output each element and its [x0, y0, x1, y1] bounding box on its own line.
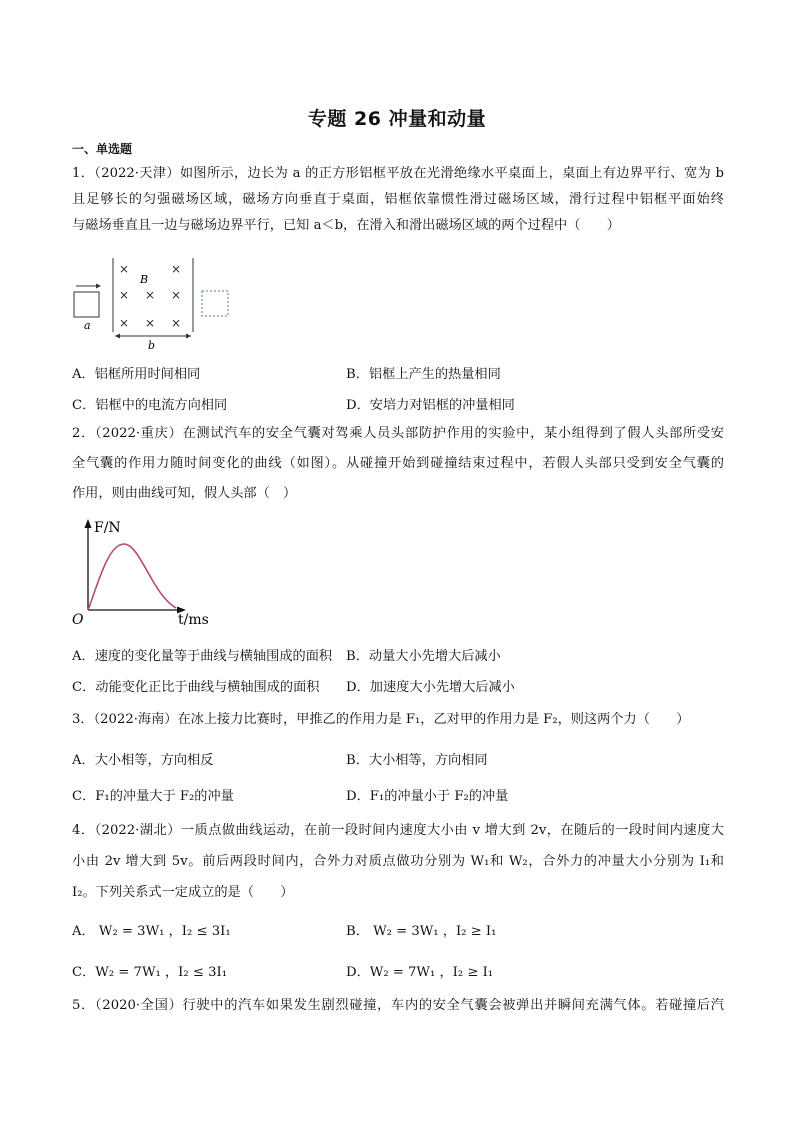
q2-option-b[interactable]: B．动量大小先增大后减小 — [346, 649, 501, 664]
x-axis-label: t/ms — [178, 612, 209, 628]
force-time-curve — [88, 544, 176, 610]
q3-line-1: 3．（2022·海南）在冰上接力比赛时，甲推乙的作用力是 F₁，乙对甲的作用力是 F₂，则这两个力（ ） — [72, 712, 690, 727]
svg-text:×: × — [171, 288, 182, 302]
svg-text:×: × — [171, 316, 182, 330]
origin-label: O — [72, 612, 84, 628]
q2-option-c[interactable]: C．动能变化正比于曲线与横轴围成的面积 — [72, 680, 320, 695]
q5-line-1: 5．（2020·全国）行驶中的汽车如果发生剧烈碰撞，车内的安全气囊会被弹出并瞬间充满气体。若碰撞后汽 — [72, 998, 724, 1013]
velocity-arrowhead — [96, 284, 101, 289]
frame-after-dashed — [202, 291, 228, 316]
q1-option-a[interactable]: A．铝框所用时间相同 — [72, 367, 201, 382]
q1-option-d[interactable]: D．安培力对铝框的冲量相同 — [346, 398, 515, 413]
y-axis-arrowhead — [85, 519, 92, 528]
q3-option-b[interactable]: B．大小相等，方向相同 — [346, 753, 488, 768]
field-label: B — [140, 273, 149, 286]
q3-option-c[interactable]: C．F₁的冲量大于 F₂的冲量 — [72, 789, 234, 804]
q4-line-1: 4．（2022·湖北）一质点做曲线运动，在前一段时间内速度大小由 v 增大到 2v，在随后的一段时间内速度大 — [72, 823, 724, 838]
q2-option-d[interactable]: D．加速度大小先增大后减小 — [346, 680, 515, 695]
svg-text:×: × — [119, 288, 130, 302]
svg-text:×: × — [119, 262, 130, 276]
svg-text:×: × — [145, 288, 156, 302]
magnetic-field-crosses — [119, 262, 181, 330]
width-label: b — [148, 339, 156, 352]
q4-option-b[interactable]: B． W₂ = 3W₁ ，I₂ ≥ I₁ — [346, 924, 497, 939]
page-title: 专题 26 冲量和动量 — [307, 108, 487, 130]
q3-option-a[interactable]: A．大小相等，方向相反 — [72, 753, 214, 768]
q4-line-2: 小由 2v 增大到 5v。前后两段时间内，合外力对质点做功分别为 W₁和 W₂，合外力的冲量大小分别为 I₁和 — [72, 854, 724, 869]
svg-text:×: × — [119, 316, 130, 330]
q1-option-c[interactable]: C．铝框中的电流方向相同 — [72, 398, 228, 413]
q1-line-3: 与磁场垂直且一边与磁场边界平行，已知 a＜b，在滑入和滑出磁场区域的两个过程中（ ） — [72, 218, 620, 233]
q2-line-3: 作用，则由曲线可知，假人头部（ ） — [72, 486, 297, 501]
q2-figure — [68, 514, 218, 630]
q2-line-1: 2．（2022·重庆）在测试汽车的安全气囊对驾乘人员头部防护作用的实验中，某小组得到了假人头部所受安 — [72, 426, 724, 441]
q1-figure — [68, 256, 248, 352]
side-label: a — [84, 319, 91, 332]
q1-line-1: 1．（2022·天津）如图所示，边长为 a 的正方形铝框平放在光滑绝缘水平桌面上，桌面上有边界平行、宽为 b — [72, 166, 724, 181]
dimension-arrowhead-right — [186, 334, 191, 339]
svg-text:×: × — [145, 316, 156, 330]
q2-line-2: 全气囊的作用力随时间变化的曲线（如图）。从碰撞开始到碰撞结束过程中，若假人头部只受到安全气囊的 — [72, 456, 724, 471]
q4-option-d[interactable]: D．W₂ = 7W₁ ，I₂ ≥ I₁ — [346, 965, 494, 980]
q3-option-d[interactable]: D．F₁的冲量小于 F₂的冲量 — [346, 789, 509, 804]
dimension-arrowhead-left — [115, 334, 120, 339]
q2-option-a[interactable]: A．速度的变化量等于曲线与横轴围成的面积 — [72, 649, 333, 664]
section-heading: 一、单选题 — [72, 142, 133, 156]
q1-option-b[interactable]: B．铝框上产生的热量相同 — [346, 367, 501, 382]
q4-option-c[interactable]: C．W₂ = 7W₁ ，I₂ ≤ 3I₁ — [72, 965, 227, 980]
q1-line-2: 且足够长的匀强磁场区域，磁场方向垂直于桌面，铝框依靠惯性滑过磁场区域，滑行过程中铝框平面始终 — [72, 192, 724, 207]
y-axis-label: F/N — [94, 520, 121, 536]
q4-line-3: I₂。下列关系式一定成立的是（ ） — [72, 885, 294, 900]
q4-option-a[interactable]: A． W₂ = 3W₁ ，I₂ ≤ 3I₁ — [72, 924, 231, 939]
svg-text:×: × — [171, 262, 182, 276]
aluminum-frame — [74, 292, 99, 317]
